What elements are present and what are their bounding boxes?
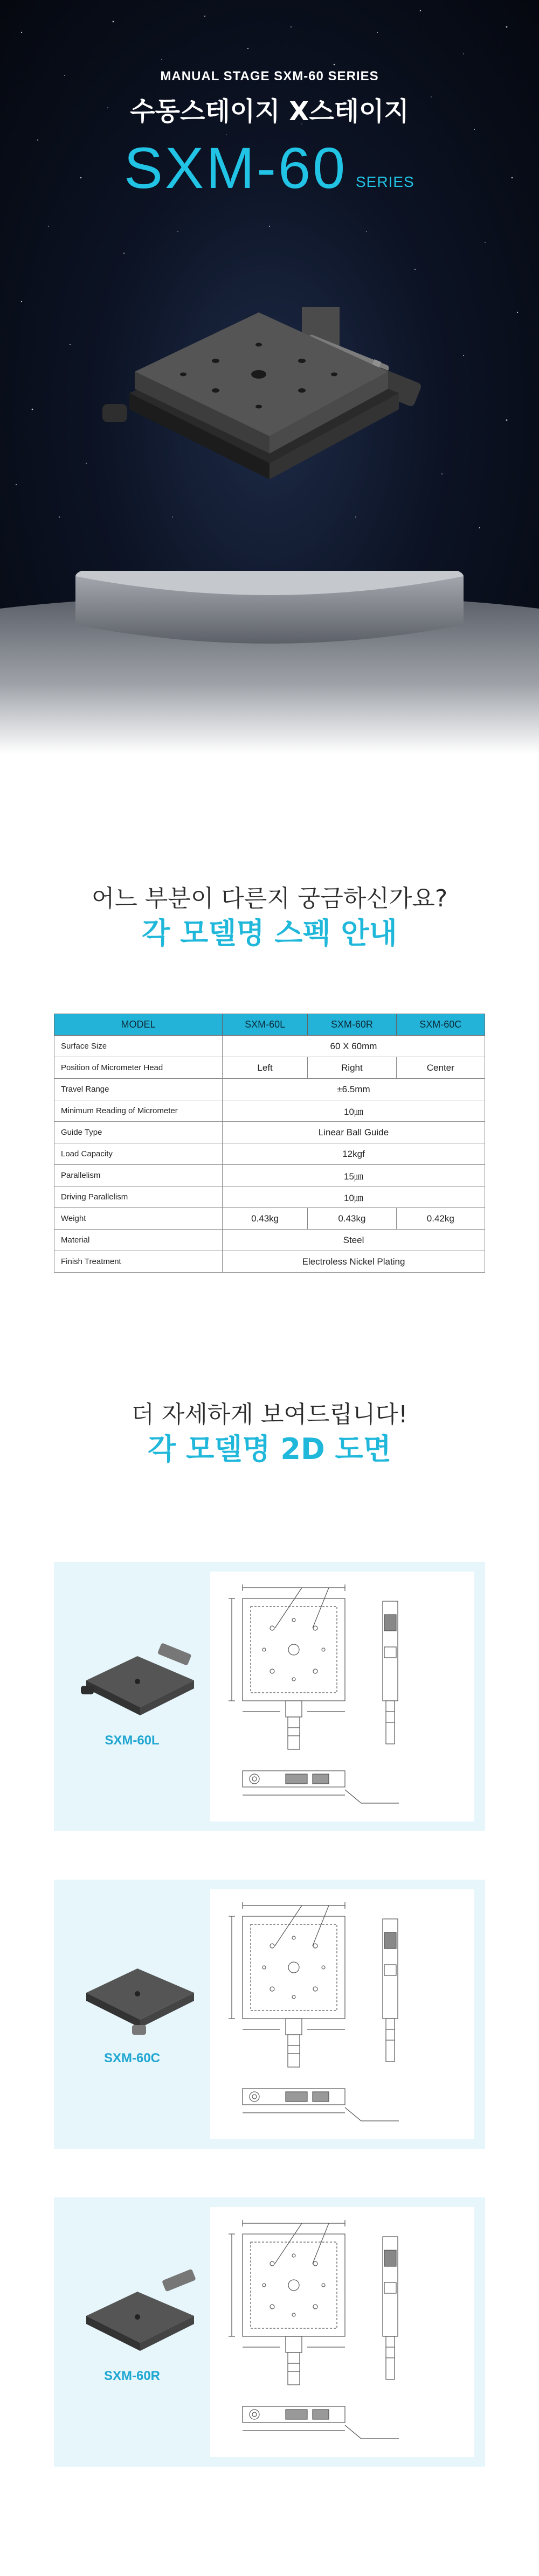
row-label: Travel Range [54,1079,223,1100]
row-value: Linear Ball Guide [223,1122,485,1143]
row-value: Right [308,1057,396,1079]
drawing-panel [210,2207,474,2457]
header-sxm60c: SXM-60C [396,1014,485,1036]
row-value: 12kgf [223,1143,485,1165]
card-model-label: SXM-60R [103,2369,161,2383]
table-header-row [54,1014,485,1036]
row-label: Guide Type [54,1122,223,1143]
drawing-heading: 각 모델명 2D 도면 [148,1432,391,1466]
table-row [54,1036,485,1057]
row-label: Position of Micrometer Head [54,1057,223,1079]
pedestal-platform [0,571,539,754]
drawing-card-sxm60r [54,2197,485,2467]
table-row [54,1251,485,1273]
table-row [54,1165,485,1186]
2d-drawing [210,1572,474,1821]
table-row [54,1122,485,1143]
row-value: 15㎛ [223,1165,485,1186]
drawing-card-sxm60l [54,1562,485,1831]
table-row [54,1186,485,1208]
row-label: Load Capacity [54,1143,223,1165]
stage-product-image [97,253,442,501]
row-value: Electroless Nickel Plating [223,1251,485,1273]
row-value: 0.43kg [308,1208,396,1230]
spec-table [54,1014,485,1273]
row-value: 10㎛ [223,1186,485,1208]
row-label: Material [54,1230,223,1251]
product-thumbnail [75,1950,199,2036]
drawing-panel [210,1572,474,1821]
row-label: Parallelism [54,1165,223,1186]
hero-subtitle: MANUAL STAGE SXM-60 SERIES [160,69,379,83]
drawing-panel [210,1889,474,2139]
table-row [54,1143,485,1165]
header-sxm60r: SXM-60R [308,1014,396,1036]
2d-drawing [210,2207,474,2457]
table-row [54,1057,485,1079]
row-value: 10㎛ [223,1100,485,1122]
hero-model-name: SXM-60 [124,135,348,200]
table-row [54,1230,485,1251]
row-label: Driving Parallelism [54,1186,223,1208]
card-model-label: SXM-60L [105,1733,160,1748]
header-model: MODEL [54,1014,223,1036]
2d-drawing [210,1889,474,2139]
hero-title: 수동스테이지 X스테이지 [130,96,409,127]
row-label: Weight [54,1208,223,1230]
hero-series-label: SERIES [356,173,414,190]
table-row [54,1100,485,1122]
product-thumbnail [75,1632,199,1718]
table-row [54,1208,485,1230]
header-sxm60l: SXM-60L [223,1014,308,1036]
drawing-question: 더 자세하게 보여드립니다! [131,1401,408,1428]
row-label: Finish Treatment [54,1251,223,1273]
row-value: 0.43kg [223,1208,308,1230]
table-row [54,1079,485,1100]
spec-heading: 각 모델명 스펙 안내 [142,916,397,950]
drawing-card-sxm60c [54,1880,485,2149]
spec-question: 어느 부분이 다른지 궁금하신가요? [91,885,448,912]
row-value: Steel [223,1230,485,1251]
row-value: ±6.5mm [223,1079,485,1100]
product-thumbnail [75,2267,199,2354]
hero-banner [0,0,539,754]
row-value: Left [223,1057,308,1079]
row-label: Surface Size [54,1036,223,1057]
row-value: 0.42kg [396,1208,485,1230]
row-label: Minimum Reading of Micrometer [54,1100,223,1122]
row-value: 60 X 60mm [223,1036,485,1057]
row-value: Center [396,1057,485,1079]
card-model-label: SXM-60C [103,2051,161,2065]
